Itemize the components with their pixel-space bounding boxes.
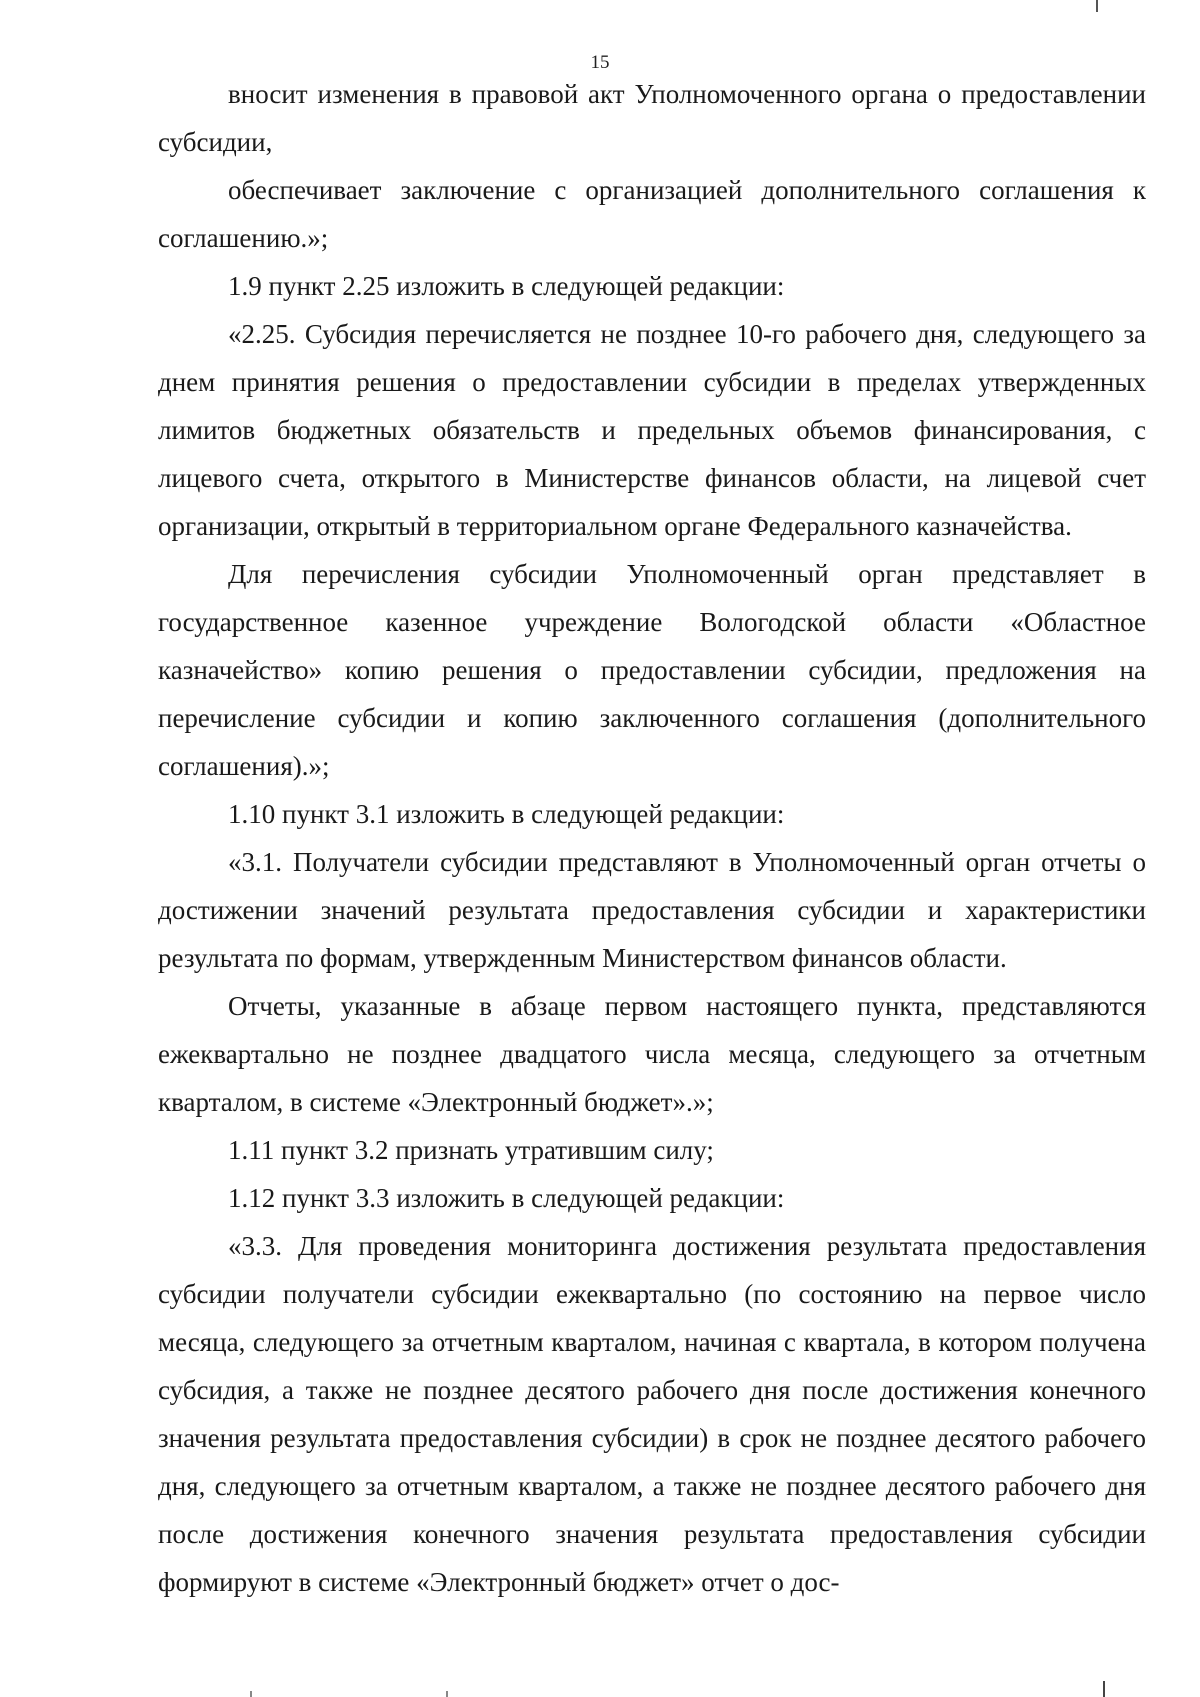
paragraph: «3.3. Для проведения мониторинга достижения результата предоставления субсидии получатели субсидии ежеквартально (по состоянию на первое число месяца, следующего за отчетным кварталом, начиная с квартала, в котором получена субсидия, а также не позднее десятого рабочего дня после достижения конечного значения результата предоставления субсидии) в срок не позднее десятого рабочего дня, следующего за отчетным кварталом, а также не позднее десятого рабочего дня после достижения конечного значения результата предоставления субсидии формируют в системе «Электронный бюджет» отчет о дос- [158, 1231, 1146, 1597]
scan-mark-bottom-right [1103, 1681, 1105, 1697]
paragraph: «2.25. Субсидия перечисляется не позднее 10-го рабочего дня, следующего за днем принятия решения о предоставлении субсидии в пределах утвержденных лимитов бюджетных обязательств и предельных объемов финансирования, с лицевого счета, открытого в Министерстве финансов области, на лицевой счет организации, открытый в территориальном органе Федерального казначейства. [158, 319, 1146, 541]
paragraph: 1.12 пункт 3.3 изложить в следующей редакции: [228, 1183, 785, 1213]
paragraph: «3.1. Получатели субсидии представляют в Уполномоченный орган отчеты о достижении значений результата предоставления субсидии и характеристики результата по формам, утвержденным Министерством финансов области. [158, 847, 1146, 973]
paragraph: вносит изменения в правовой акт Уполномоченного органа о предоставлении субсидии, [158, 79, 1146, 157]
scan-mark-top [1096, 0, 1098, 12]
paragraph: Для перечисления субсидии Уполномоченный орган представляет в государственное казенное учреждение Вологодской области «Областное казначейство» копию решения о предоставлении субсидии, предложения на перечисление субсидии и копию заключенного соглашения (дополнительного соглашения).»; [158, 559, 1146, 781]
paragraph: 1.10 пункт 3.1 изложить в следующей редакции: [228, 799, 785, 829]
paragraph: 1.9 пункт 2.25 изложить в следующей редакции: [228, 271, 785, 301]
paragraph: 1.11 пункт 3.2 признать утратившим силу; [228, 1135, 714, 1165]
scan-mark-bottom-middle [446, 1691, 448, 1697]
page-number: 15 [590, 52, 610, 73]
paragraph: Отчеты, указанные в абзаце первом настоящего пункта, представляются ежеквартально не позднее двадцатого числа месяца, следующего за отчетным кварталом, в системе «Электронный бюджет».»; [158, 991, 1146, 1117]
paragraph: обеспечивает заключение с организацией дополнительного соглашения к соглашению.»; [158, 175, 1146, 253]
scan-mark-bottom-left [250, 1691, 252, 1697]
document-body [158, 70, 1146, 1606]
